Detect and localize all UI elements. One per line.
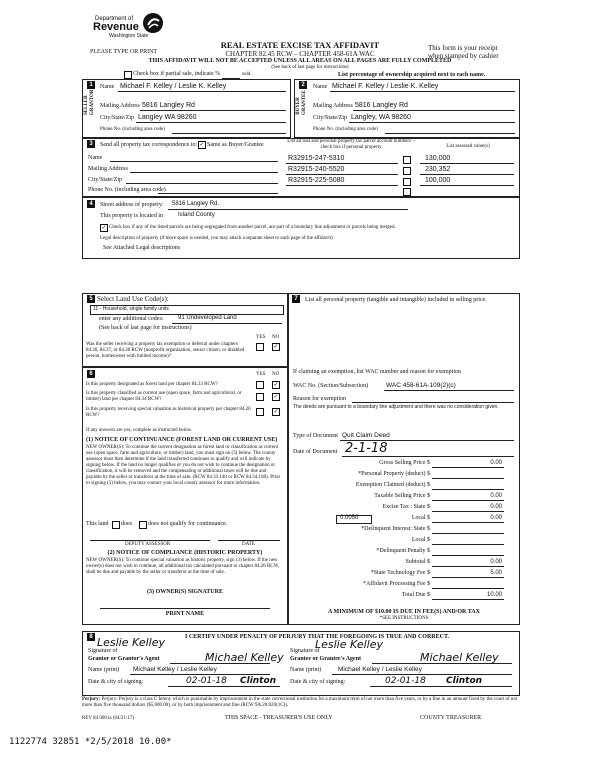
parcel-1-number[interactable]: R32915-247-5310 bbox=[288, 155, 345, 162]
seller-side-label: SELLER GRANTOR bbox=[84, 89, 95, 115]
seller-mailing[interactable]: 5816 Langley Rd bbox=[142, 102, 195, 109]
county-treasurer: COUNTY TREASURER bbox=[420, 715, 482, 721]
buyer-mailing-label: Mailing Address bbox=[313, 103, 353, 109]
s5-see-back: (See back of last page for instructions) bbox=[99, 325, 192, 331]
notice1-text: NEW OWNER(S): To continue the current designation as forest land or classification as current use (open space, farm and agriculture, or timber) land, you must sign on (3) below. The county assessor must then determine if the land transferred continues to qualify and will indicate by signing below. If the land no longer qualifies or you do not wish to continue the designation or classification, it will be removed and the compensating or additional taxes will be due and payable by the seller or transferor at the time of sale. (RCW 84.33.140 or RCW 84.34.108). Prior to signing (3) below, you may contact your local county assessor for more information. bbox=[86, 445, 281, 486]
treasurer-stamp: 1122774 32851 *2/5/2018 10.00* bbox=[9, 737, 172, 747]
parcel-2-value[interactable]: 230,352 bbox=[425, 166, 451, 173]
fee-row-label: *Affidavit Processing Fee $ bbox=[362, 581, 430, 587]
parcel-2-number[interactable]: R32915-240-5520 bbox=[288, 166, 345, 173]
segregated-checkbox[interactable]: ✓ bbox=[101, 224, 107, 231]
grantor-date[interactable]: 02-01-18 bbox=[186, 676, 227, 686]
section-2-number: 2 bbox=[299, 81, 307, 89]
parcel-header: List all real and personal property tax parcel account numbers – check box if personal property bbox=[287, 139, 415, 150]
rev-number: REV 84 0001a (04/21/17) bbox=[82, 716, 134, 721]
doc-type[interactable]: Quit Claim Deed bbox=[342, 432, 390, 439]
street-address[interactable]: 5816 Langley Rd. bbox=[172, 201, 220, 207]
doc-type-label: Type of Document bbox=[293, 433, 338, 439]
s5-no-header: NO bbox=[272, 335, 280, 340]
local-rate: 0.0050 bbox=[340, 515, 359, 521]
s5-yes-checkbox[interactable] bbox=[256, 343, 264, 351]
doc-date-label: Date of Document bbox=[293, 449, 338, 455]
assessed-header: List assessed value(s) bbox=[446, 144, 490, 149]
legal-description[interactable]: See Attached Legal descriptions bbox=[103, 245, 181, 251]
form-warning: THIS AFFIDAVIT WILL NOT BE ACCEPTED UNLESS ALL AREAS ON ALL PAGES ARE FULLY COMPLETED bbox=[148, 58, 452, 64]
section-7-number: 7 bbox=[292, 295, 300, 303]
grantor-signature: Leslie Kelley bbox=[97, 636, 165, 649]
legal-label: Legal description of property (if more space is needed, you may attach a separate sheet to each page of the affidavit) bbox=[100, 236, 333, 241]
segregated-label: Check box if any of the listed parcels are being segregated from another parcel, are part of a boundary line adjustment or parcels being merged. bbox=[109, 225, 396, 230]
same-as-buyer-checkbox[interactable]: ✓ bbox=[199, 141, 205, 148]
exemption-claim-label: If claiming an exemption, list WAC number and reason for exemption bbox=[293, 369, 462, 375]
seller-phone-label: Phone No. (including area code) bbox=[100, 127, 165, 132]
partial-sale-label: Check box if partial sale, indicate % bbox=[133, 71, 221, 77]
grantee-city[interactable]: Clinton bbox=[446, 676, 483, 686]
fee-row-value[interactable]: 5.00 bbox=[490, 570, 502, 576]
fee-row-label: Total Due $ bbox=[401, 592, 430, 598]
personal-property-label: List all personal property (tangible and intangible) included in selling price. bbox=[305, 297, 487, 303]
fee-row-label: *Delinquent Interest: State $ bbox=[361, 526, 430, 532]
s6-q2-yes[interactable] bbox=[256, 393, 264, 401]
street-label: Street address of property: bbox=[100, 202, 164, 208]
parcel-3-number[interactable]: R32915-225-5080 bbox=[288, 177, 345, 184]
located-label: This property is located in bbox=[100, 213, 163, 219]
s6-q2-no[interactable]: ✓ bbox=[273, 393, 279, 400]
see-back-note: (See back of last page for instructions) bbox=[271, 65, 349, 70]
section-8-number: 8 bbox=[87, 633, 95, 641]
grantor-agent-label: Grantor or Grantor's Agent bbox=[88, 656, 160, 662]
grantee-name-label: Name (print) bbox=[290, 667, 322, 673]
fee-row-value[interactable]: 0.00 bbox=[490, 460, 502, 466]
s6-yes-header: YES bbox=[256, 372, 266, 377]
section-6-number: 6 bbox=[87, 370, 95, 378]
s3-name-label: Name bbox=[88, 155, 103, 161]
s6-q1-no[interactable]: ✓ bbox=[273, 381, 279, 388]
s5-question: Was the seller receiving a property tax exemption or deferral under chapters 84.36, 84.37, or 84.38 RCW (nonprofit organization, senior citizen, or disabled person, homeowner with limited income)? bbox=[86, 342, 245, 359]
parcel-1-value[interactable]: 130,000 bbox=[425, 155, 451, 162]
parcel-3-value[interactable]: 100,000 bbox=[425, 177, 451, 184]
s3-mailing-label: Mailing Address bbox=[88, 166, 128, 172]
fee-row-value[interactable]: 0.00 bbox=[490, 559, 502, 565]
perjury-text: Perjury: Perjury is a class C felony which is punishable by imprisonment in the state correctional institution for a maximum term of not more than five years, or by a fine in an amount fixed by the court of not more than five thousand dollars ($5,000.00), or by both imprisonment and fine (RCW 9A.20.020(1C)). bbox=[82, 697, 518, 708]
deputy-assessor-label: DEPUTY ASSESSOR bbox=[125, 542, 171, 547]
minimum-due: A MINIMUM OF $10.00 IS DUE IN FEE(S) AND/OR TAX bbox=[328, 609, 480, 615]
seller-city-label: City/State/Zip bbox=[100, 115, 134, 121]
grantor-name-label: Name (print) bbox=[88, 667, 120, 673]
buyer-phone-label: Phone No. (including area code) bbox=[313, 127, 378, 132]
parcel-1-personal-checkbox[interactable] bbox=[403, 156, 411, 164]
grantor-sig-label: Signature of bbox=[88, 648, 118, 654]
additional-codes-label: enter any additional codes: bbox=[99, 316, 164, 322]
treasurer-space: THIS SPACE - TREASURER'S USE ONLY bbox=[225, 715, 333, 721]
doc-date[interactable]: 2-1-18 bbox=[345, 441, 388, 456]
fee-row-value[interactable]: 10.00 bbox=[486, 592, 502, 598]
fee-row-label: Excise Tax : State $ bbox=[382, 504, 430, 510]
parcel-3-personal-checkbox[interactable] bbox=[403, 178, 411, 186]
fee-row-label: Taxable Selling Price $ bbox=[374, 493, 430, 499]
notice2-text: NEW OWNER(S): To continue special valuation as historic property, sign (3) below. If the new owner(s) does not wish to continue, all additional tax calculated pursuant to chapter 84.26 RCW, shall be due and payable by the seller or transferor at the time of sale. bbox=[86, 558, 280, 575]
county[interactable]: Island County bbox=[178, 212, 215, 218]
send-correspondence-label: Send all property tax correspondence to: bbox=[100, 142, 198, 148]
sold-label: sold. bbox=[242, 72, 252, 77]
grantee-signature: Leslie Kelley bbox=[315, 638, 383, 651]
s6-q1-yes[interactable] bbox=[256, 381, 264, 389]
s6-no-header: NO bbox=[272, 372, 280, 377]
reason-value[interactable]: The deeds are pursuant to a boundary line adjustment and there was no consideration given. bbox=[293, 404, 499, 410]
seller-name-label: Name bbox=[100, 84, 115, 90]
grantee-date-label: Date & city of signing: bbox=[290, 679, 346, 685]
this-land-label: This land bbox=[86, 521, 109, 527]
buyer-city-label: City/State/Zip bbox=[313, 115, 347, 121]
seller-mailing-label: Mailing Address bbox=[100, 103, 140, 109]
fee-row-label: Local $ bbox=[411, 515, 430, 521]
buyer-mailing[interactable]: 5816 Langley Rd bbox=[355, 102, 408, 109]
notice1-title: (1) NOTICE OF CONTINUANCE (FOREST LAND OR CURRENT USE) bbox=[86, 437, 278, 443]
buyer-name[interactable]: Michael F. Kelley / Leslie K. Kelley bbox=[332, 83, 439, 90]
deputy-date-label: DATE bbox=[242, 542, 255, 547]
dept-line2: Revenue bbox=[93, 21, 139, 33]
grantee-signature-2: Michael Kelley bbox=[420, 651, 499, 664]
fee-row-value[interactable]: 0.00 bbox=[490, 515, 502, 521]
fee-row-label: Exemption Claimed (deduct) $ bbox=[355, 482, 430, 488]
buyer-side-label: BUYER GRANTEE bbox=[296, 90, 307, 115]
section-4-number: 4 bbox=[87, 200, 95, 208]
seller-name[interactable]: Michael F. Kelley / Leslie K. Kelley bbox=[120, 83, 227, 90]
grantor-date-label: Date & city of signing: bbox=[88, 679, 144, 685]
dept-line3: Washington State bbox=[109, 33, 149, 39]
parcel-2-personal-checkbox[interactable] bbox=[403, 167, 411, 175]
form-title: REAL ESTATE EXCISE TAX AFFIDAVIT bbox=[220, 40, 380, 50]
land-use-value: 11 - Household, single family units bbox=[93, 306, 169, 312]
ownership-note: List percentage of ownership acquired next to each name. bbox=[338, 72, 486, 78]
reason-label: Reason for exemption bbox=[293, 396, 346, 402]
fee-row-value[interactable]: 0.00 bbox=[490, 493, 502, 499]
section-6 bbox=[82, 367, 288, 625]
grantee-sig-label: Signature of bbox=[290, 648, 320, 654]
land-use-label: Select Land Use Code(s): bbox=[97, 295, 169, 303]
land-does-checkbox[interactable] bbox=[112, 521, 120, 529]
fee-row-label: *Delinquent Penalty $ bbox=[376, 548, 430, 554]
s6-q3: Is this property receiving special valuation as historical property per chapter 84.26 RCW? bbox=[86, 407, 251, 418]
grantor-name[interactable]: Michael Kelley / Leslie Kelley bbox=[133, 666, 217, 673]
grantor-signature-2: Michael Kelley bbox=[205, 651, 284, 664]
s5-yes-header: YES bbox=[256, 335, 266, 340]
see-instructions: *SEE INSTRUCTIONS bbox=[379, 616, 429, 621]
s3-city-label: City/State/Zip bbox=[88, 177, 122, 183]
land-does-label: does bbox=[121, 521, 132, 527]
s3-phone-label: Phone No. (including area code) bbox=[88, 187, 166, 193]
wac-value[interactable]: WAC 458-61A-109(2)(c) bbox=[386, 382, 456, 389]
receipt-note2: when stamped by cashier bbox=[428, 52, 499, 60]
s6-q3-yes[interactable] bbox=[256, 408, 264, 416]
fee-row-label: Subtotal $ bbox=[405, 559, 430, 565]
dor-logo-mark-icon bbox=[142, 12, 164, 34]
please-type: PLEASE TYPE OR PRINT bbox=[90, 49, 158, 55]
grantee-agent-label: Grantee or Grantee's Agent bbox=[290, 656, 362, 662]
buyer-name-label: Name bbox=[313, 84, 328, 90]
buyer-city[interactable]: Langley, WA 98260 bbox=[351, 114, 411, 121]
section-1-number: 1 bbox=[87, 81, 95, 89]
fee-row-label: *State Technology Fee $ bbox=[370, 570, 430, 576]
notice2-title: (2) NOTICE OF COMPLIANCE (HISTORIC PROPERTY) bbox=[107, 550, 263, 556]
grantor-city[interactable]: Clinton bbox=[240, 676, 277, 686]
fee-row-value[interactable]: 0.00 bbox=[490, 504, 502, 510]
form-chapter: CHAPTER 82.45 RCW – CHAPTER 458-61A WAC bbox=[225, 50, 375, 58]
grantee-name[interactable]: Michael Kelley / Leslie Kelley bbox=[338, 666, 422, 673]
wac-label: WAC No. (Section/Subsection) bbox=[293, 383, 369, 389]
s6-any-yes: If any answers are yes, complete as instructed below. bbox=[86, 428, 193, 433]
perjury-note: Perjury: Perjury: Perjury is a class C felony which is punishable by imprisonment in the state correctional institution for a maximum term of not more than five years, or by a fine in an amount fixed by the court of not more than five thousand dollars ($5,000.00), or by both imprisonment and fine (RCW 9A.20.020(1C)). bbox=[82, 697, 518, 708]
owner-signature-label: (3) OWNER(S) SIGNATURE bbox=[147, 589, 223, 595]
additional-codes-value[interactable]: 91 Undeveloped Land bbox=[178, 315, 237, 321]
s6-q2: Is this property classified as current use (open space, farm and agricultural, or timber) land per chapter 84.34 RCW? bbox=[86, 391, 242, 402]
partial-sale-checkbox[interactable] bbox=[124, 71, 132, 79]
receipt-note1: This form is your receipt bbox=[428, 44, 498, 52]
same-as-buyer-label: Same as Buyer/Grantee bbox=[207, 142, 264, 148]
s6-q3-no[interactable]: ✓ bbox=[273, 408, 279, 415]
section-3-number: 3 bbox=[87, 140, 95, 148]
parcel-4-personal-checkbox[interactable] bbox=[403, 188, 411, 196]
s6-q1: Is this property designated as forest land per chapter 84.33 RCW? bbox=[86, 382, 218, 387]
land-does-not-checkbox[interactable] bbox=[139, 521, 147, 529]
dor-logo bbox=[95, 12, 165, 46]
grantee-date[interactable]: 02-01-18 bbox=[385, 676, 426, 686]
fee-row-label: *Personal Property (deduct) $ bbox=[358, 471, 430, 477]
s5-no-checkbox[interactable]: ✓ bbox=[273, 343, 279, 350]
print-name-label: PRINT NAME bbox=[165, 611, 205, 617]
dept-line1: Department of bbox=[95, 16, 134, 22]
section-5-number: 5 bbox=[87, 295, 95, 303]
fee-row-label: Gross Selling Price $ bbox=[379, 460, 430, 466]
fee-row-label: Local $ bbox=[411, 537, 430, 543]
certify-statement: I CERTIFY UNDER PENALTY OF PERJURY THAT THE FOREGOING IS TRUE AND CORRECT. bbox=[185, 634, 450, 640]
seller-city[interactable]: Langley WA 98260 bbox=[138, 114, 197, 121]
land-does-not-label: does not qualify for continuance. bbox=[148, 521, 228, 527]
